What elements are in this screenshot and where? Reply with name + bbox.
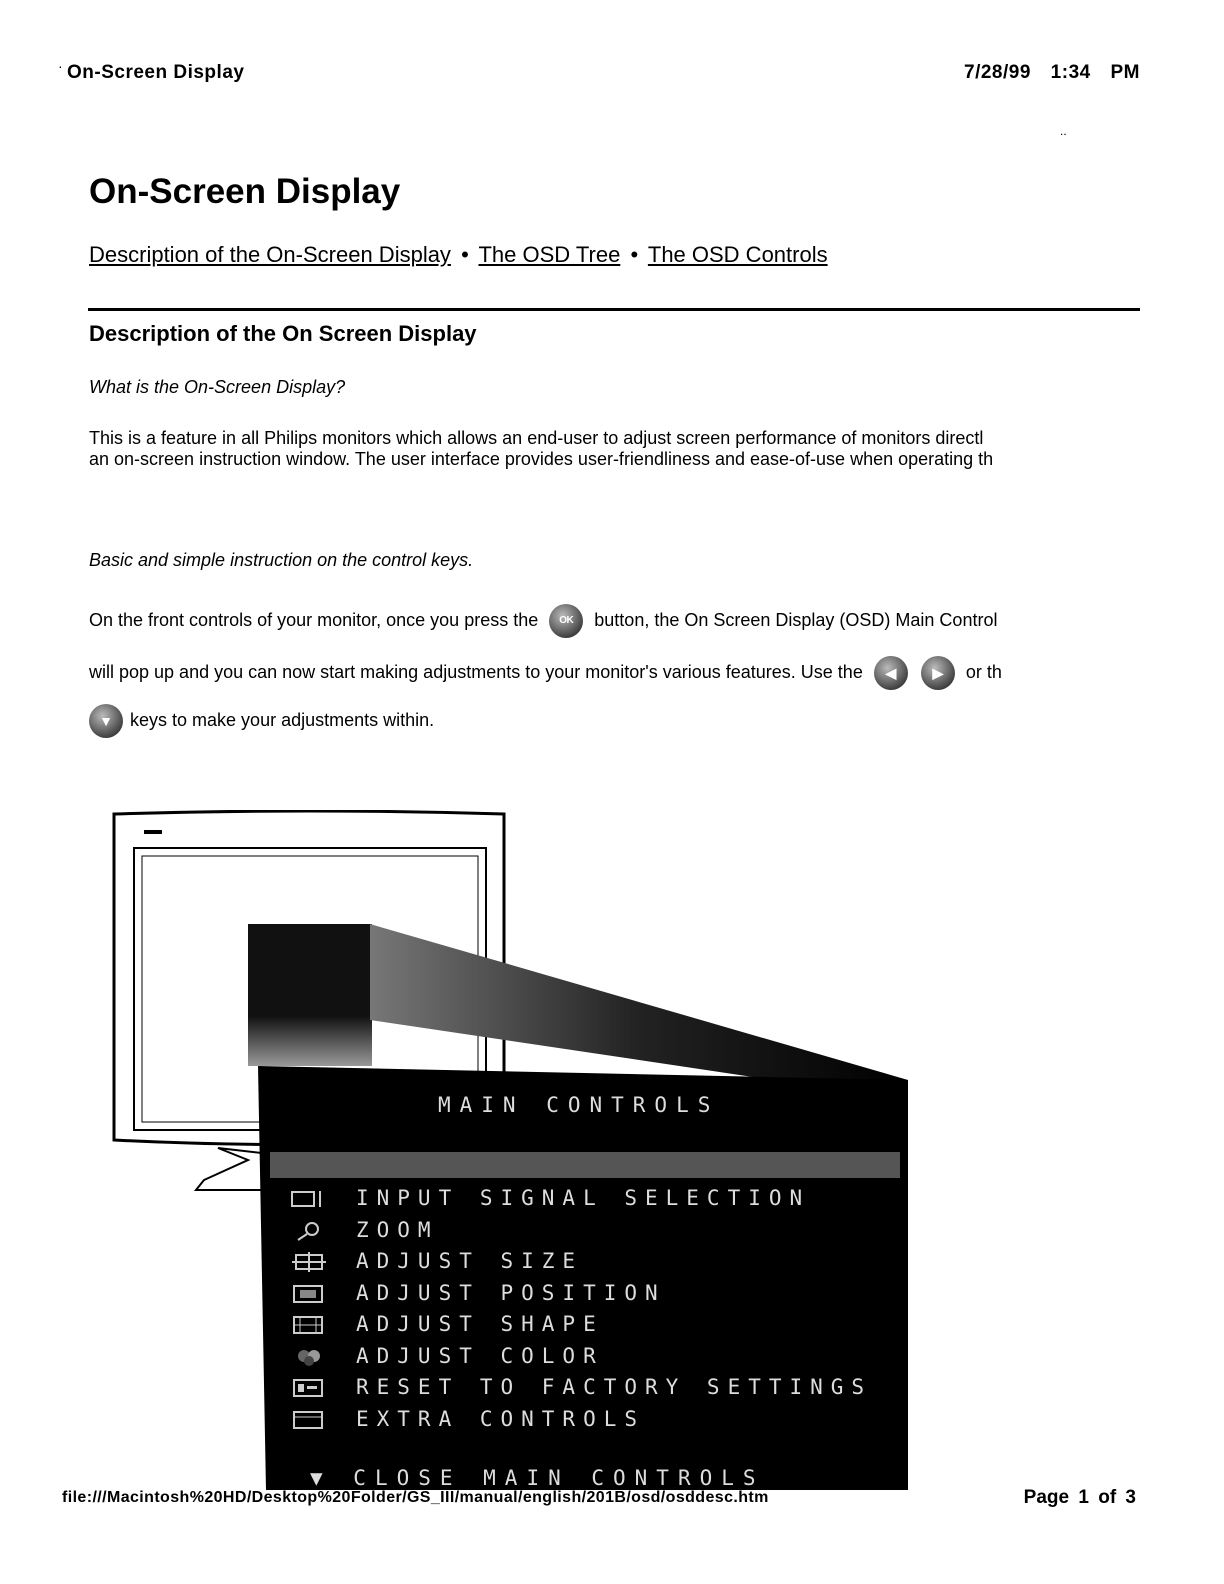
osd-title: MAIN CONTROLS [438,1093,720,1117]
osd-menu-item[interactable] [290,1246,872,1278]
osd-menu-item[interactable] [290,1183,872,1215]
osd-item-label: ZOOM [356,1217,439,1242]
section-nav [89,242,828,268]
zoom-icon [290,1221,332,1241]
section-heading: Description of the On Screen Display [89,321,477,346]
osd-item-label: EXTRA CONTROLS [356,1406,646,1431]
header-dot: · [58,58,63,74]
osd-item-label: ADJUST SIZE [356,1249,584,1273]
description-paragraph [89,428,1140,470]
close-arrow-icon: ▼ [310,1466,354,1490]
header-timestamp: 7/28/99 1:34 PM [964,62,1140,83]
description-line: This is a feature in all Philips monitors which allows an end-user to adjust screen performance of monitors directl [89,428,984,448]
nav-link-description[interactable]: Description of the On-Screen Display [89,242,451,267]
osd-highlight-bar [270,1152,900,1178]
osd-menu-item[interactable] [290,1278,872,1310]
osd-close-item[interactable] [310,1466,765,1490]
adjust-color-icon [290,1347,332,1367]
nav-link-osd-tree[interactable]: The OSD Tree [478,242,621,267]
screen-osd-fade [248,1016,372,1066]
brand-logo-mark [144,830,162,834]
reset-factory-icon [290,1378,332,1398]
basic-instruction-heading: Basic and simple instruction on the control keys. [89,550,474,570]
screen-osd-window [248,924,372,1016]
instruction-text: On the front controls of your monitor, once you press the [89,609,539,630]
osd-item-label: RESET TO FACTORY SETTINGS [356,1375,873,1399]
footer-url: file:///Macintosh%20HD/Desktop%20Folder/GS_III/manual/english/201B/osd/osddesc.htm [62,1489,769,1506]
osd-item-label: INPUT SIGNAL SELECTION [356,1186,811,1210]
instruction-line-2 [89,656,1140,690]
osd-menu-item[interactable] [290,1341,872,1373]
instruction-text: will pop up and you can now start making adjustments to your monitor's various features. Use the [89,661,863,682]
page-title: On-Screen Display [89,172,401,211]
osd-menu-item[interactable] [290,1309,872,1341]
adjust-position-icon [290,1284,332,1304]
down-arrow-key-icon: ▼ [89,704,123,738]
menu-key-icon: OK [549,604,583,638]
adjust-size-icon [290,1252,332,1272]
right-arrow-key-icon: ▶ [921,656,955,690]
header-page-title: On-Screen Display [67,62,245,83]
horizontal-rule [88,308,1140,311]
osd-close-label: CLOSE MAIN CONTROLS [353,1466,765,1490]
instruction-text: keys to make your adjustments within. [130,709,435,730]
instruction-line-1 [89,604,1140,638]
osd-menu-item[interactable] [290,1215,872,1247]
osd-menu [290,1183,872,1435]
instruction-text: button, the On Screen Display (OSD) Main Control [594,609,998,630]
osd-item-label: ADJUST POSITION [356,1280,666,1305]
nav-separator: • [630,242,639,267]
nav-separator: • [461,242,469,267]
adjust-shape-icon [290,1315,332,1335]
input-signal-icon [290,1189,332,1209]
extra-controls-icon [290,1410,332,1430]
left-arrow-key-icon: ◀ [874,656,908,690]
osd-item-label: ADJUST SHAPE [356,1312,604,1336]
stray-mark: .. [1060,124,1067,138]
osd-menu-item[interactable] [290,1404,872,1436]
osd-menu-item[interactable] [290,1372,872,1404]
nav-link-osd-controls[interactable]: The OSD Controls [647,242,828,267]
question-heading: What is the On-Screen Display? [89,377,346,397]
instruction-text: or th [965,661,1002,682]
instruction-line-3 [89,704,1140,738]
osd-item-label: ADJUST COLOR [356,1343,604,1368]
description-line: an on-screen instruction window. The user interface provides user-friendliness and ease-of-use when operating th [89,449,994,469]
footer-page-number: Page 1 of 3 [1023,1487,1136,1508]
